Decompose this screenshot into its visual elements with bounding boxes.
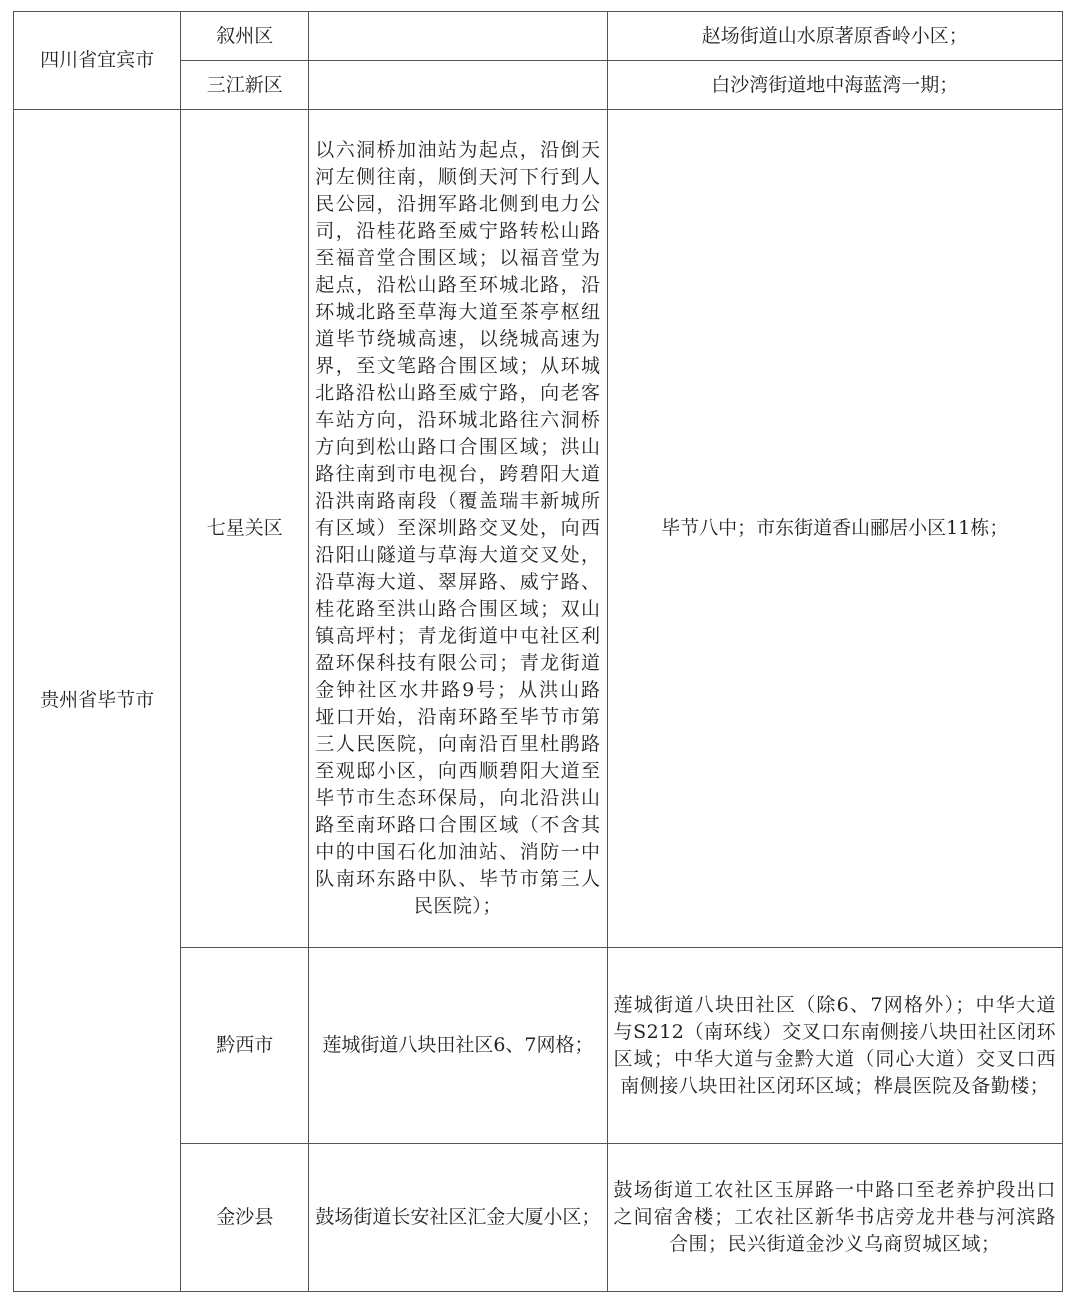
medium-risk-cell: 白沙湾街道地中海蓝湾一期；	[607, 61, 1062, 110]
high-risk-cell: 以六洞桥加油站为起点，沿倒天河左侧往南，顺倒天河下行到人民公园，沿拥军路北侧到电力公司，沿桂花路至威宁路转松山路至福音堂合围区域；以福音堂为起点，沿松山路至环城北路，沿环城北路至草海大道至茶亭枢纽道毕节绕城高速，以绕城高速为界，至文笔路合围区域；从环城北路沿松山路至威宁路，向老客车站方向，沿环城北路往六洞桥方向到松山路口合围区域；洪山路往南到市电视台，跨碧阳大道沿洪南路南段（覆盖瑞丰新城所有区域）至深圳路交叉处，向西沿阳山隧道与草海大道交叉处，沿草海大道、翠屏路、威宁路、桂花路至洪山路合围区域；双山镇高坪村；青龙街道中屯社区利盈环保科技有限公司；青龙街道金钟社区水井路9号；从洪山路垭口开始，沿南环路至毕节市第三人民医院，向南沿百里杜鹃路至观邸小区，向西顺碧阳大道至毕节市生态环保局，向北沿洪山路至南环路口合围区域（不含其中的中国石化加油站、消防一中队南环东路中队、毕节市第三人民医院）；	[309, 110, 607, 948]
city-cell: 贵州省毕节市	[14, 110, 181, 1292]
district-cell: 七星关区	[181, 110, 309, 948]
medium-risk-cell: 莲城街道八块田社区（除6、7网格外）；中华大道与S212（南环线）交叉口东南侧接八块田社区闭环区域；中华大道与金黔大道（同心大道）交叉口西南侧接八块田社区闭环区域；桦晨医院及备勤楼；	[607, 948, 1062, 1144]
city-cell: 四川省宜宾市	[14, 12, 181, 110]
medium-risk-cell: 赵场街道山水原著原香岭小区；	[607, 12, 1062, 61]
district-cell: 叙州区	[181, 12, 309, 61]
table-row	[14, 12, 1063, 61]
high-risk-cell	[309, 12, 607, 61]
district-cell: 金沙县	[181, 1144, 309, 1292]
table-row	[14, 110, 1063, 948]
medium-risk-cell: 鼓场街道工农社区玉屏路一中路口至老养护段出口之间宿舍楼；工农社区新华书店旁龙井巷与河滨路合围；民兴街道金沙义乌商贸城区域；	[607, 1144, 1062, 1292]
risk-area-table	[13, 11, 1063, 1292]
high-risk-cell	[309, 61, 607, 110]
medium-risk-cell: 毕节八中；市东街道香山郦居小区11栋；	[607, 110, 1062, 948]
district-cell: 黔西市	[181, 948, 309, 1144]
high-risk-cell: 鼓场街道长安社区汇金大厦小区；	[309, 1144, 607, 1292]
district-cell: 三江新区	[181, 61, 309, 110]
high-risk-cell: 莲城街道八块田社区6、7网格；	[309, 948, 607, 1144]
risk-area-table-container	[13, 11, 1063, 1292]
